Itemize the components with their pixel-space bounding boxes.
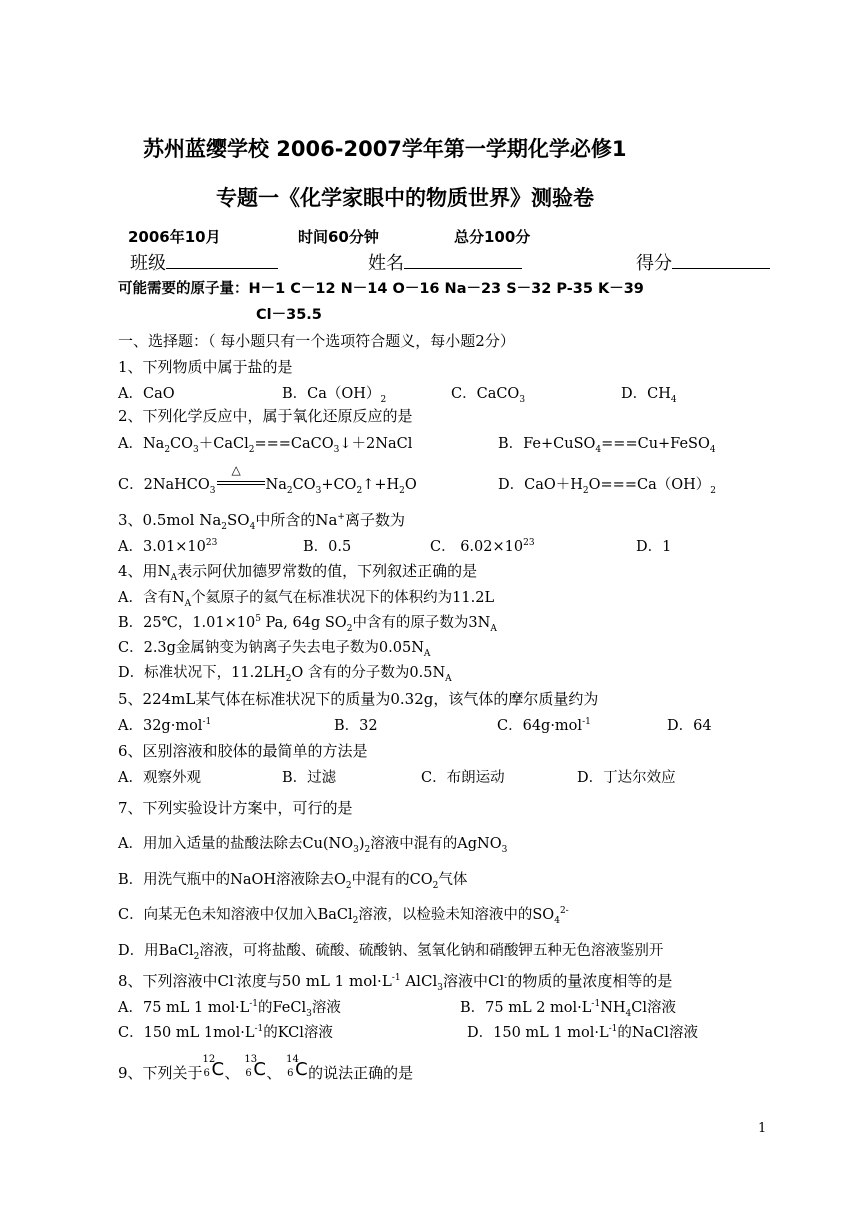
q2-option-d: D．$CaO+H_2O===Ca(OH)_2$ (498, 477, 716, 496)
q7-stem: 7、下列实验设计方案中，可行的是 (118, 799, 353, 817)
q8-option-c: C．150 mL $1mol\cdot L^{-1}$的KCl溶液 (118, 1024, 333, 1041)
q5-option-a: A．32g·mol$^{-1}$ (118, 717, 212, 734)
q6-option-b: B．过滤 (282, 770, 337, 786)
name-label: 姓名 (368, 253, 404, 274)
title-line-1: 苏州蓝缨学校 2006-2007学年第一学期化学必修1 (143, 137, 627, 161)
atomic-masses-line-2: Cl－35.5 (256, 307, 322, 323)
name-field[interactable] (368, 249, 522, 275)
q1-option-d: D．$CH_4$ (621, 386, 677, 405)
q5-option-c: C．64g·mol$^{-1}$ (497, 717, 591, 734)
q3-stem: 3、0.5mol $Na_2SO_4$中所含的Na+离子数为 (118, 511, 405, 532)
exam-date: 2006年10月 (128, 228, 221, 246)
q4-option-c: C．2.3g金属钠变为钠离子失去电子数为$0.05N_A$ (118, 640, 431, 659)
q8-option-b: B．75 mL 2 $mol\cdot L^{-1}NH_4Cl$溶液 (460, 999, 676, 1019)
q5-stem: 5、224mL某气体在标准状况下的质量为0.32g，该气体的摩尔质量约为 (118, 690, 599, 708)
q1-option-c: C．CaCO$_3$ (451, 386, 526, 405)
exam-time: 时间60分钟 (298, 228, 379, 246)
heat-condition-icon: △ (217, 475, 265, 489)
q3-option-b: B．0.5 (303, 539, 352, 555)
score-field[interactable] (636, 249, 770, 275)
q6-stem: 6、区别溶液和胶体的最简单的方法是 (118, 742, 368, 760)
q7-option-c: C．向某无色未知溶液中仅加入BaCl$_2$溶液，以检验未知溶液中的$SO_4^{2-}$ (118, 906, 569, 926)
q7-option-a: A．用加入适量的盐酸法除去$Cu(NO_3)_2$溶液中混有的AgNO$_3$ (118, 836, 508, 855)
q8-option-d: D．150 mL 1 $mol\cdot L^{-1}$的NaCl溶液 (467, 1024, 698, 1041)
q4-stem: 4、用$N_A$表示阿伏加德罗常数的值，下列叙述正确的是 (118, 562, 478, 583)
name-blank[interactable] (404, 250, 522, 269)
q3-option-c: C． $6.02\times 10^{23}$ (430, 538, 535, 555)
atomic-masses-line-1: 可能需要的原子量：H－1 C－12 N－14 O－16 Na－23 S－32 P-35 K－39 (118, 281, 644, 297)
q2-option-a: A．$Na_2CO_3+CaCl_2===CaCO_3↓+2NaCl$ (118, 436, 413, 455)
q4-option-d: D．标准状况下，$11.2LH_2O$ 含有的分子数为$0.5N_A$ (118, 665, 452, 684)
q2-stem: 2、下列化学反应中，属于氧化还原反应的是 (118, 407, 413, 425)
exam-total-score: 总分100分 (454, 228, 531, 246)
class-blank[interactable] (166, 250, 278, 269)
q5-option-d: D．64 (667, 718, 712, 734)
q6-option-c: C．布朗运动 (421, 770, 505, 786)
q6-option-d: D．丁达尔效应 (577, 770, 676, 786)
carbon-13-isotope: 13 6 C (244, 1054, 266, 1080)
score-blank[interactable] (672, 250, 770, 269)
q1-option-a: A．CaO (118, 386, 175, 402)
carbon-14-isotope: 14 6 C (286, 1054, 308, 1080)
q1-stem: 1、下列物质中属于盐的是 (118, 358, 293, 376)
q3-option-a: A．$3.01\times 10^{23}$ (118, 538, 218, 555)
page-number: 1 (758, 1121, 767, 1136)
class-field[interactable] (130, 249, 278, 275)
q2-option-c: C．2NaHCO$_3$ △ $Na_2CO_3+CO_2↑+H_2O$ (118, 463, 417, 496)
title-line-2: 专题一《化学家眼中的物质世界》测验卷 (216, 186, 594, 210)
q8-stem: 8、下列溶液中Cl-浓度与50 mL 1 $mol\cdot L^{-1}$ AlCl$_3$溶液中Cl-的物质的量浓度相等的是 (118, 972, 673, 993)
q8-option-a: A．75 mL 1 $mol\cdot L^{-1}$的FeCl$_3$溶液 (118, 999, 341, 1019)
q5-option-b: B．32 (334, 718, 378, 734)
section-heading-choice: 一、选择题：（ 每小题只有一个选项符合题义，每小题2分） (118, 332, 515, 350)
q4-option-b: B．25℃，$1.01\times 10^5$ Pa, 64g $SO_2$中含有的原子数为$3N_A$ (118, 614, 497, 634)
q2-option-b: B．Fe+CuSO$_4$===Cu+FeSO$_4$ (498, 436, 716, 455)
q9-stem: 9、下列关于 12 6 C 、 13 6 C 、 14 6 C 的说法正确的是 (118, 1054, 414, 1082)
class-label: 班级 (130, 253, 166, 274)
q3-option-d: D．1 (636, 539, 672, 555)
q1-option-b: B．$Ca(OH)_2$ (282, 386, 387, 405)
score-label: 得分 (636, 253, 672, 274)
carbon-12-isotope: 12 6 C (202, 1054, 225, 1080)
q4-option-a: A．含有$N_A$个氦原子的氦气在标准状况下的体积约为11.2L (118, 590, 495, 609)
q7-option-b: B．用洗气瓶中的NaOH溶液除去$O_2$中混有的$CO_2$气体 (118, 872, 468, 891)
q6-option-a: A．观察外观 (118, 770, 201, 786)
q7-option-d: D．用BaCl$_2$溶液，可将盐酸、硫酸、硫酸钠、氢氧化钠和硝酸钾五种无色溶液鉴别开 (118, 943, 664, 962)
